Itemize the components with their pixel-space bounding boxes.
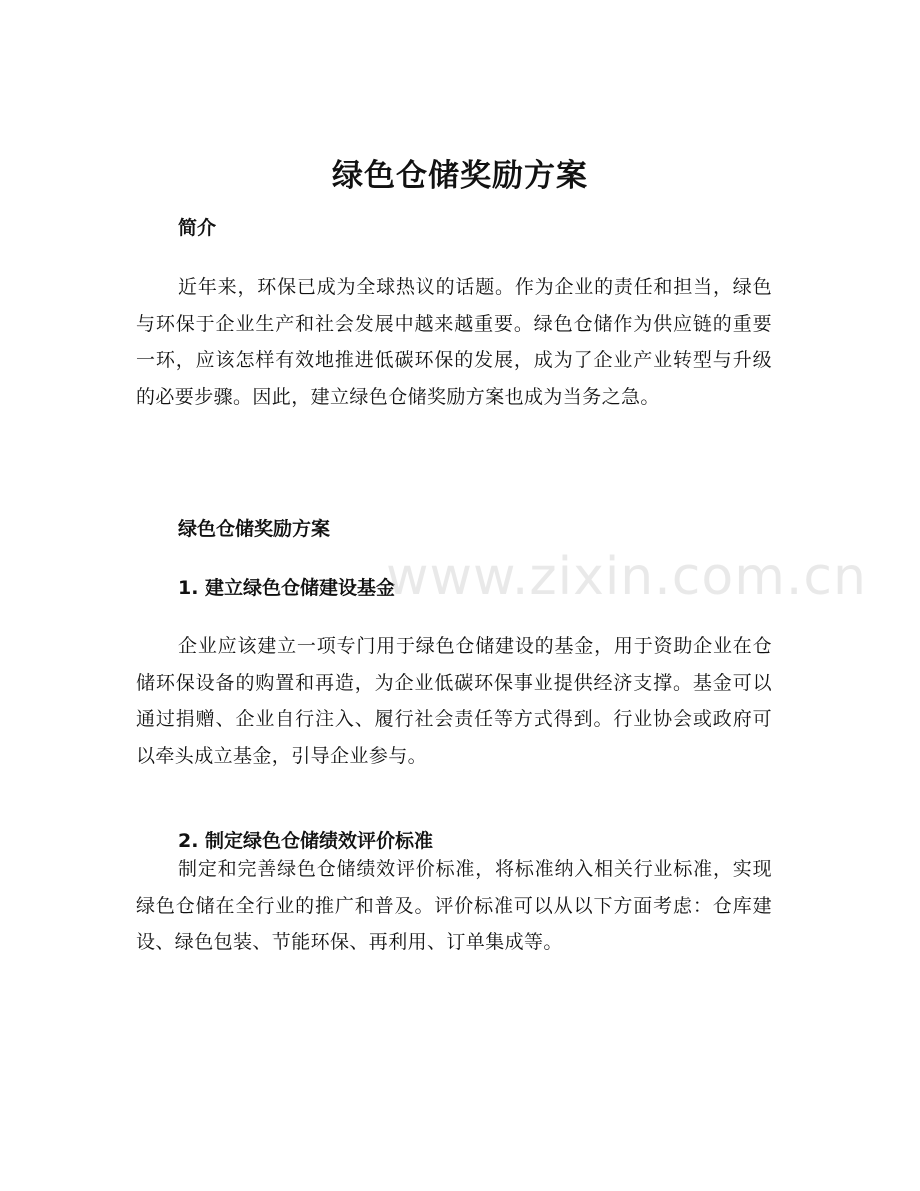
paragraph-fund: 企业应该建立一项专门用于绿色仓储建设的基金，用于资助企业在仓储环保设备的购置和再造，为企业低碳环保事业提供经济支撑。基金可以通过捐赠、企业自行注入、履行社会责任等方式得到。行业协会或政府可以牵头成立基金，引导企业参与。 (136, 635, 772, 767)
watermark: www.zixin.com.cn (386, 547, 867, 607)
document-title: 绿色仓储奖励方案 (332, 158, 588, 194)
section-heading-plan: 绿色仓储奖励方案 (178, 518, 331, 540)
section-heading-intro: 简介 (178, 217, 217, 239)
section-heading-fund: 1. 建立绿色仓储建设基金 (178, 577, 396, 599)
paragraph-standard: 制定和完善绿色仓储绩效评价标准，将标准纳入相关行业标准，实现绿色仓储在全行业的推广和普及。评价标准可以从以下方面考虑：仓库建设、绿色包装、节能环保、再利用、订单集成等。 (136, 858, 772, 953)
paragraph-intro: 近年来，环保已成为全球热议的话题。作为企业的责任和担当，绿色与环保于企业生产和社会发展中越来越重要。绿色仓储作为供应链的重要一环，应该怎样有效地推进低碳环保的发展，成为了企业产业转型与升级的必要步骤。因此，建立绿色仓储奖励方案也成为当务之急。 (136, 276, 772, 408)
section-heading-standard: 2. 制定绿色仓储绩效评价标准 (178, 830, 434, 852)
